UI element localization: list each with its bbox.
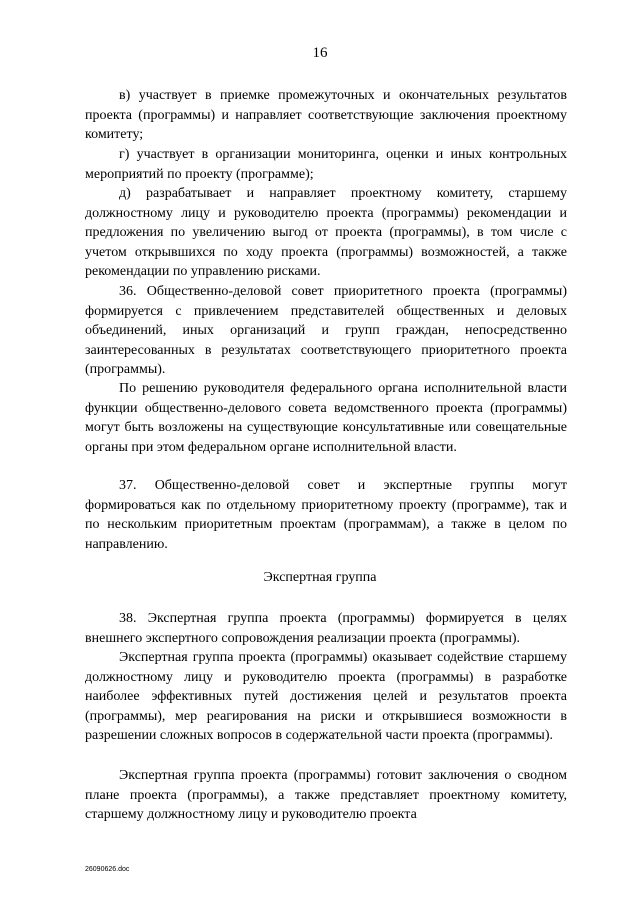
paragraph-federal-decision: По решению руководителя федерального органа исполнительной власти функции общественно-делового совета ведомственного проекта (программы) могут быть возложены на существующие консультативные или совещательные органы при этом федеральном органе исполнительной власти. xyxy=(85,381,567,455)
paragraph-expert-assist: Экспертная группа проекта (программы) оказывает содействие старшему должностному лицу и руководителю проекта (программы) в разработке наиболее эффективных путей достижения целей и результатов проекта (программы), мер реагирования на риски и открывшиеся возможности в разрешении сложных вопросов в содержательной части проекта (программы). xyxy=(85,650,567,743)
section-heading: Экспертная группа xyxy=(263,570,377,585)
paragraph-37: 37. Общественно-деловой совет и экспертные группы могут формироваться как по отдельному приоритетному проекту (программе), так и по нескольким приоритетным проектам (программам), а также в целом по направлению. xyxy=(85,478,567,552)
paragraph-item-g: г) участвует в организации мониторинга, оценки и иных контрольных мероприятий по проекту (программе); xyxy=(85,147,567,182)
paragraph-36: 36. Общественно-деловой совет приоритетного проекта (программы) формируется с привлечением представителей общественных и деловых объединений, иных организаций и групп граждан, непосредственно заинтересованных в результатах соответствующего приоритетного проекта (программы). xyxy=(85,284,567,377)
page-number: 16 xyxy=(312,45,328,61)
paragraph-38: 38. Экспертная группа проекта (программы) формируется в целях внешнего экспертного сопровождения реализации проекта (программы). xyxy=(85,611,567,646)
footer-filename: 26090626.doc xyxy=(85,866,130,873)
paragraph-item-v: в) участвует в приемке промежуточных и окончательных результатов проекта (программы) и направляет соответствующие заключения проектному комитету; xyxy=(85,88,567,142)
paragraph-expert-conclusions: Экспертная группа проекта (программы) готовит заключения о сводном плане проекта (программы), а также представляет проектному комитету, старшему должностному лицу и руководителю проекта xyxy=(85,768,567,822)
paragraph-item-d: д) разрабатывает и направляет проектному комитету, старшему должностному лицу и руководителю проекта (программы) рекомендации и предложения по увеличению выгод от проекта (программы), в том числе с учетом открывшихся по ходу проекта (программы) возможностей, а также рекомендации по управлению рисками. xyxy=(85,186,567,279)
